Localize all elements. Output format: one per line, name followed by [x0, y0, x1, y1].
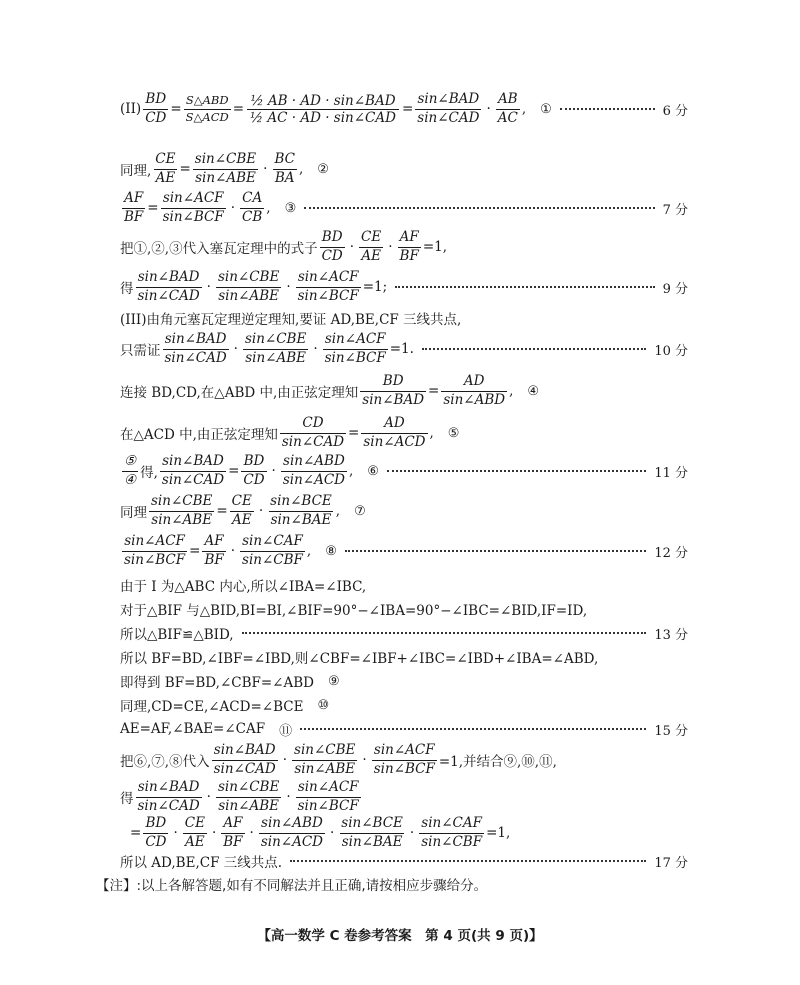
- leader-dots: [242, 632, 647, 634]
- eq-line-10: $\frac{\text{⑤}}{\text{④}}$ 得, $\frac{\text{sin∠BAD}}{\text{sin∠CAD}}$ = $\frac{BD}{CD}$ · $\frac{\text{sin∠ABD}}{\text{sin∠ACD}}$ , ⑥ 11 分: [124, 452, 688, 488]
- leader-dots: [300, 728, 646, 730]
- text-line-13: 由于 I 为△ABC 内心,所以∠IBA=∠IBC,: [120, 579, 367, 595]
- fraction: $\frac{\text{sin∠CBE}}{\text{sin∠ABE}}$: [217, 778, 280, 814]
- leader-dots: [290, 860, 646, 862]
- score-label: 15 分: [654, 723, 688, 739]
- eq-line-11: 同理 $\frac{\text{sin∠CBE}}{\text{sin∠ABE}}$ = $\frac{CE}{AE}$ · $\frac{\text{sin∠BCE}}{\text{sin∠BAE}}$ , ⑦: [120, 492, 366, 528]
- eq-line-8: 连接 BD,CD,在△ABD 中,由正弦定理知 $\frac{BD}{\text{sin∠BAD}}$ = $\frac{AD}{\text{sin∠ABD}}$ , ④: [120, 372, 540, 408]
- equation-tag: ②: [317, 161, 329, 177]
- text-line-15: 所以△BIF≌△BID, 13 分: [120, 622, 688, 644]
- fraction: $\frac{\text{sin∠CBE}}{\text{sin∠ABE}}$: [151, 492, 213, 528]
- eq-line-3: $\frac{AF}{BF}$ = $\frac{\text{sin∠ACF}}{\text{sin∠BCF}}$ · $\frac{CA}{CB}$ , ③ 7 分: [124, 189, 688, 225]
- score-label: 6 分: [662, 103, 688, 119]
- eq-line-7: 只需证 $\frac{\text{sin∠BAD}}{\text{sin∠CAD}}$ · $\frac{\text{sin∠CBE}}{\text{sin∠ABE}}$ · $\frac{\text{sin∠ACF}}{\text{sin∠BCF}}$ =1. 10 分: [120, 330, 688, 366]
- eq-line-2: 同理, $\frac{CE}{AE}$ = $\frac{\text{sin∠CBE}}{\text{sin∠ABE}}$ · $\frac{BC}{BA}$ , ②: [120, 150, 329, 186]
- equation-tag: ①: [540, 101, 552, 117]
- leader-dots: [560, 108, 655, 110]
- fraction: $\frac{\text{sin∠ACF}}{\text{sin∠BCF}}$: [373, 741, 435, 777]
- equation-tag: ⑥: [367, 463, 379, 479]
- fraction: $\frac{BD}{CD}$: [321, 228, 343, 264]
- equation-tag: ⑩: [317, 697, 330, 713]
- equation-tag: ⑧: [325, 543, 337, 559]
- leader-dots: [395, 286, 654, 288]
- equation-tag: ⑦: [354, 503, 366, 519]
- note-line: 【注】:以上各解答题,如有不同解法并且正确,请按相应步骤给分。: [96, 878, 488, 894]
- fraction: $\frac{\text{sin∠BCE}}{\text{sin∠BAE}}$: [270, 492, 332, 528]
- part-label: (II): [120, 101, 142, 117]
- fraction: $\frac{\text{sin∠BAD}}{\text{sin∠CAD}}$: [137, 268, 200, 304]
- fraction: $\frac{\text{sin∠BCE}}{\text{sin∠BAE}}$: [341, 814, 403, 850]
- fraction: $\frac{BD}{CD}$: [243, 452, 265, 488]
- fraction: $\frac{BD}{CD}$: [145, 814, 167, 850]
- fraction: $\frac{\text{sin∠ABD}}{\text{sin∠ACD}}$: [282, 452, 345, 488]
- text-line-14: 对于△BIF 与△BID,BI=BI,∠BIF=90°−∠IBA=90°−∠IBC=∠BID,IF=ID,: [120, 603, 588, 619]
- fraction: $\frac{\text{sin∠ACF}}{\text{sin∠BCF}}$: [297, 778, 359, 814]
- fraction: $\frac{\text{sin∠CBE}}{\text{sin∠ABE}}$: [294, 741, 356, 777]
- text-line-19: AE=AF,∠BAE=∠CAF ⑪ 15 分: [120, 721, 688, 739]
- fraction: $\frac{CE}{AE}$: [361, 228, 382, 264]
- fraction: $\frac{\text{sin∠BAD}}{\text{sin∠CAD}}$: [137, 778, 200, 814]
- equation-tag: ⑤: [447, 425, 460, 441]
- equation-tag: ④: [527, 383, 540, 399]
- score-label: 17 分: [654, 855, 688, 871]
- fraction: $\frac{BD}{\text{sin∠BAD}}$: [362, 372, 425, 408]
- eq-line-21: 得 $\frac{\text{sin∠BAD}}{\text{sin∠CAD}}$ · $\frac{\text{sin∠CBE}}{\text{sin∠ABE}}$ · $\frac{\text{sin∠ACF}}{\text{sin∠BCF}}$: [120, 778, 359, 814]
- fraction: $\frac{\text{sin∠CBE}}{\text{sin∠ABE}}$: [244, 330, 307, 366]
- equation-tag: ⑪: [279, 723, 293, 739]
- fraction: $\frac{\text{sin∠BAD}}{\text{sin∠CAD}}$: [417, 90, 480, 126]
- fraction: $\frac{\text{sin∠CBE}}{\text{sin∠ABE}}$: [194, 150, 257, 186]
- fraction: $\frac{\text{sin∠CBE}}{\text{sin∠ABE}}$: [217, 268, 280, 304]
- fraction: $\frac{CD}{\text{sin∠CAD}}$: [281, 414, 345, 450]
- fraction: $\frac{AD}{\text{sin∠ABD}}$: [443, 372, 506, 408]
- fraction: $\frac{BC}{BA}$: [274, 150, 295, 186]
- text-line-6: (III)由角元塞瓦定理逆定理知,要证 AD,BE,CF 三线共点,: [120, 312, 462, 328]
- equation-tag: ③: [284, 200, 297, 216]
- fraction: $\frac{\text{S△ABD}}{\text{S△ACD}}$: [185, 93, 229, 124]
- fraction: $\frac{\text{sin∠BAD}}{\text{sin∠CAD}}$: [164, 330, 227, 366]
- fraction: $\frac{\text{sin∠ACF}}{\text{sin∠BCF}}$: [162, 189, 224, 225]
- fraction: $\frac{\text{sin∠ACF}}{\text{sin∠BCF}}$: [124, 532, 186, 568]
- fraction: $\frac{\text{sin∠ACF}}{\text{sin∠BCF}}$: [324, 330, 386, 366]
- score-label: 7 分: [662, 202, 688, 218]
- fraction: $\frac{BD}{CD}$: [145, 90, 167, 126]
- score-label: 10 分: [654, 343, 688, 359]
- fraction: $\frac{AF}{BF}$: [223, 814, 243, 850]
- score-label: 11 分: [654, 465, 688, 481]
- fraction: $\frac{AD}{\text{sin∠ACD}}$: [363, 414, 426, 450]
- fraction: $\frac{AF}{BF}$: [124, 189, 144, 225]
- fraction: $\frac{\text{⑤}}{\text{④}}$: [124, 452, 137, 488]
- fraction: $\frac{CE}{AE}$: [184, 814, 205, 850]
- eq-line-4: 把①,②,③代入塞瓦定理中的式子 $\frac{BD}{CD}$ · $\frac{CE}{AE}$ · $\frac{AF}{BF}$ =1,: [120, 228, 448, 264]
- eq-line-22: = $\frac{BD}{CD}$ · $\frac{CE}{AE}$ · $\frac{AF}{BF}$ · $\frac{\text{sin∠ABD}}{\text{sin∠ACD}}$ · $\frac{\text{sin∠BCE}}{\text{sin∠BAE}}$ · $\frac{\text{sin∠CAF}}{\text{sin∠CBF}}$ =1,: [130, 814, 511, 850]
- leader-dots: [304, 207, 654, 209]
- fraction: $\frac{\text{sin∠BAD}}{\text{sin∠CAD}}$: [213, 741, 276, 777]
- fraction: $\frac{\text{sin∠CAF}}{\text{sin∠CBF}}$: [242, 532, 303, 568]
- text-line-18: 同理,CD=CE,∠ACD=∠BCE ⑩: [120, 697, 330, 715]
- eq-line-9: 在△ACD 中,由正弦定理知 $\frac{CD}{\text{sin∠CAD}}$ = $\frac{AD}{\text{sin∠ACD}}$ , ⑤: [120, 414, 460, 450]
- eq-line-5: 得 $\frac{\text{sin∠BAD}}{\text{sin∠CAD}}$ · $\frac{\text{sin∠CBE}}{\text{sin∠ABE}}$ · $\frac{\text{sin∠ACF}}{\text{sin∠BCF}}$ =1; 9 分: [120, 268, 688, 304]
- fraction: $\frac{AF}{BF}$: [204, 532, 224, 568]
- equation-tag: ⑨: [328, 673, 340, 689]
- fraction: $\frac{\text{sin∠CAF}}{\text{sin∠CBF}}$: [421, 814, 483, 850]
- fraction: ½ AB · AD · sin∠BAD ½ AC · AD · sin∠CAD: [247, 93, 399, 126]
- fraction: $\frac{AF}{BF}$: [399, 228, 419, 264]
- leader-dots: [387, 470, 646, 472]
- fraction: $\frac{\text{sin∠ACF}}{\text{sin∠BCF}}$: [297, 268, 359, 304]
- score-label: 12 分: [654, 545, 688, 561]
- fraction: $\frac{\text{sin∠BAD}}{\text{sin∠CAD}}$: [161, 452, 225, 488]
- fraction: $\frac{CE}{AE}$: [155, 150, 176, 186]
- leader-dots: [345, 550, 646, 552]
- text-line-16: 所以 BF=BD,∠IBF=∠IBD,则∠CBF=∠IBF+∠IBC=∠IBD+∠IBA=∠ABD,: [120, 651, 599, 667]
- eq-line-1: (II) $\frac{BD}{CD}$ = $\frac{\text{S△ABD}}{\text{S△ACD}}$ = ½ AB · AD · sin∠BAD ½ AC · AD · sin∠CAD = $\frac{\text{sin∠BAD}}{\text{sin∠CAD}}$ · $\frac{AB}{AC}$ , ① 6 分: [120, 90, 688, 126]
- text-line-23: 所以 AD,BE,CF 三线共点. 17 分: [120, 850, 688, 872]
- eq-line-12: $\frac{\text{sin∠ACF}}{\text{sin∠BCF}}$ = $\frac{AF}{BF}$ · $\frac{\text{sin∠CAF}}{\text{sin∠CBF}}$ , ⑧ 12 分: [124, 532, 688, 568]
- page-footer: 【高一数学 C 卷参考答案 第 4 页(共 9 页)】: [257, 928, 543, 944]
- text-line-17: 即得到 BF=BD,∠CBF=∠ABD ⑨: [120, 673, 340, 691]
- fraction: $\frac{\text{sin∠ABD}}{\text{sin∠ACD}}$: [260, 814, 323, 850]
- leader-dots: [422, 348, 646, 350]
- score-label: 9 分: [662, 281, 688, 297]
- fraction: $\frac{CE}{AE}$: [231, 492, 252, 528]
- fraction: $\frac{CA}{CB}$: [242, 189, 263, 225]
- eq-line-20: 把⑥,⑦,⑧代入 $\frac{\text{sin∠BAD}}{\text{sin∠CAD}}$ · $\frac{\text{sin∠CBE}}{\text{sin∠ABE}}$ · $\frac{\text{sin∠ACF}}{\text{sin∠BCF}}$ =1,并结合⑨,⑩,⑪,: [120, 741, 557, 777]
- score-label: 13 分: [654, 627, 688, 643]
- fraction: $\frac{AB}{AC}$: [497, 90, 518, 126]
